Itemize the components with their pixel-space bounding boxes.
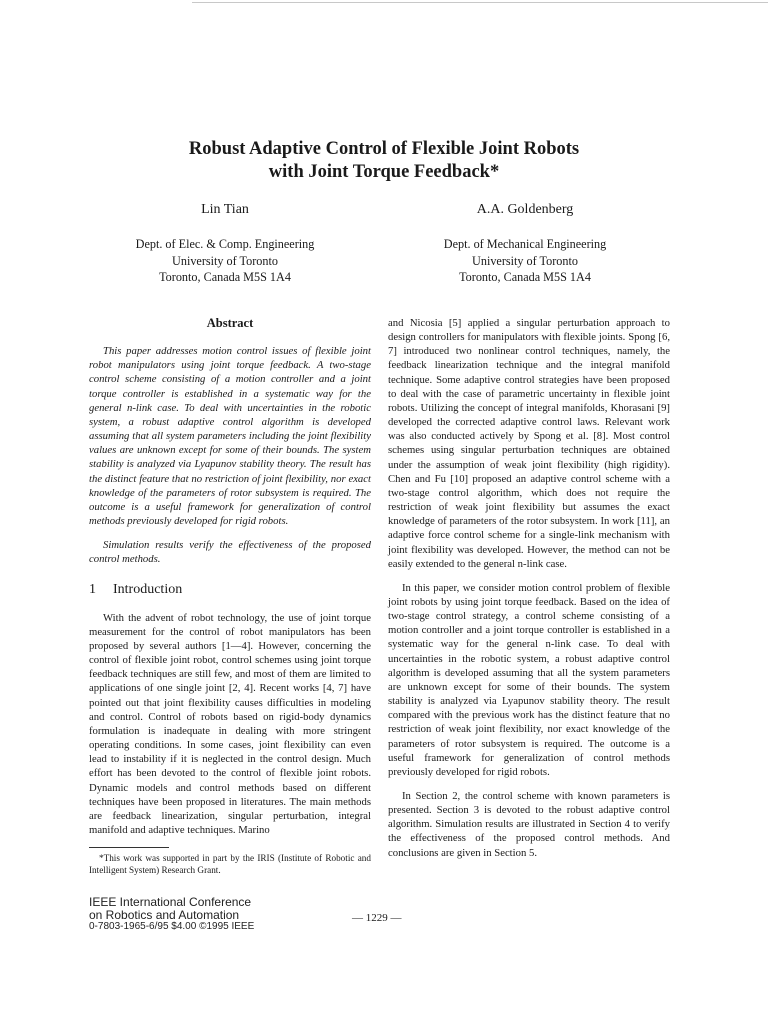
body-paragraph: With the advent of robot technology, the use of joint torque measurement for the control of robot manipulators has been proposed by several authors [1—4]. However, concerning the control of flexible joint robot, control schemes using joint torque feedback techniques are still few, and most of them are limited to applications of one single joint [2, 4]. Recent works [4, 7] have pointed out that joint flexibility causes difficulties in modeling and control. Control of robots based on rigid-body dynamics formulation is inadequate in dealing with more stringent operating conditions. In some cases, joint flexibility can even lead to instability if it is neglected in the control design. Much effort has been devoted to the control of flexible joint robots. Dynamic models and control methods based on different techniques have been proposed in literatures. The main methods are feedback linearization, singular perturbation, integral manifold and adaptive techniques. Marino [89,611,371,836]
section-heading-introduction [89,583,371,597]
abstract-section [89,316,371,567]
right-column [388,316,670,860]
abstract-paragraph: Simulation results verify the effectiveness of the proposed control methods. [89,539,371,566]
conference-name-line-2: on Robotics and Automation [89,907,240,922]
author-name-1: Lin Tian [201,202,249,217]
affiliation-dept: Dept. of Elec. & Comp. Engineering [135,237,315,251]
body-paragraph: and Nicosia [5] applied a singular perturbation approach to design controllers for manipulators with flexible joints. Spong [6, 7] introduced two nonlinear control techniques, namely, the feedback linearization technique and the integral manifold technique. Some adaptive control strategies have been proposed to deal with the case of parametric uncertainty in flexible joint robots. Utilizing the concept of integral manifolds, Khorasani [9] developed the corrected adaptive control laws. Relevant work was also conducted actively by Spong et al. [8]. Most control schemes using singular perturbation techniques are obtained under the assumption of weak joint flexibility (high rigidity). Chen and Fu [10] proposed an adaptive control scheme with a two-stage control algorithm, which does not require the restriction of weak joint flexibility but assumes the exact knowledge of parameters of the rotor subsystem. In work [11], an adaptive force control scheme for a single-link mechanism with joint flexibility was developed. However, the method can not be easily extended to the general n-link case. [388,317,670,570]
affiliation-university: University of Toronto [172,253,278,268]
body-paragraph: In this paper, we consider motion control problem of flexible joint robots by using joint torque feedback. Based on the idea of two-stage control strategy, a control scheme consisting of a motion controller and a joint torque controller is established in a systematic way for the general n-link case. To deal with uncertainties in the robotic system, a robust adaptive control algorithm is developed assuming that all the system parameters are unknown except for some of their bounds. The system stability is analyzed via Lyapunov stability theory. The result compared with the previous work has the distinct feature that no restriction of weak joint flexibility, nor exact knowledge of the parameters of rotor subsystem is required. The outcome is a useful framework for generalization of control methods previously developed for rigid robots. [388,581,670,778]
abstract-heading: Abstract [206,316,254,330]
page-number: — 1229 — [352,912,402,924]
footnote: *This work was supported in part by the IRIS (Institute of Robotic and Intelligent System) Research Grant. [89,853,371,876]
author-affiliation-2 [400,236,650,286]
left-column [89,316,371,876]
affiliation-address: Toronto, Canada M5S 1A4 [159,270,291,284]
body-paragraph: In Section 2, the control scheme with known parameters is presented. Section 3 is devoted to the robust adaptive control algorithm. Simulation results are illustrated in Section 4 to verify the effectiveness of the proposed control methods. And conclusions are given in Section 5. [388,790,670,859]
affiliation-dept: Dept. of Mechanical Engineering [443,237,607,251]
author-affiliation-1 [100,236,350,286]
conference-name-line-1: IEEE International Conference [89,895,252,909]
conference-footer [89,896,254,934]
affiliation-address: Toronto, Canada M5S 1A4 [459,270,591,284]
top-rule [192,2,768,3]
affiliation-university: University of Toronto [472,253,578,268]
abstract-paragraph: This paper addresses motion control issues of flexible joint robot manipulators using joint torque feedback. A two-stage control scheme consisting of a motion controller and a joint torque controller is established in a systematic way for the general n-link case. To deal with uncertainties in the robotic system, a robust adaptive control algorithm is developed assuming that all system parameters including the joint flexibility values are unknown except for some of their bounds. The system stability is analyzed via Lyapunov stability theory. The result has the distinct feature that no restriction of joint flexibility, nor exact knowledge of the parameters of rotor subsystem is required. The outcome is a useful framework for generalization of control methods previously developed for rigid robots. [89,345,371,528]
title-line-2: with Joint Torque Feedback* [268,162,500,182]
section-number: 1 [89,581,96,597]
title-line-1: Robust Adaptive Control of Flexible Joint Robots [188,139,580,159]
section-title: Introduction [113,581,183,597]
author-name-2: A.A. Goldenberg [476,202,574,217]
copyright-line: 0-7803-1965-6/95 $4.00 ©1995 IEEE [89,921,255,932]
footnote-rule [89,847,169,848]
paper-title [0,138,768,184]
